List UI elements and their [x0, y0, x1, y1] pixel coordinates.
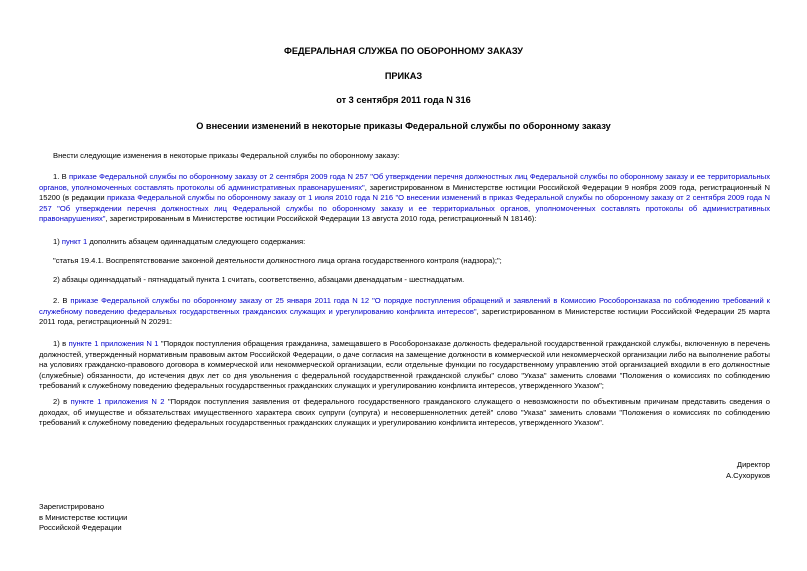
item-2-2-post: "Порядок поступления заявления от федерального государственного гражданского служащего о невозможности по объективным причинам представить сведения о доходах, об имуществе и обязательствах имущественного характера своих супруги (супруга) и несовершеннолетних детей" слово "Указа" заменить словами "Положения о комиссиях по соблюдению требований к служебному поведению федеральных государственных гражданских служащих и урегулированию конфликта интересов, утвержденного Указом".: [39, 397, 771, 427]
item-1-2-paragraph: 2) абзацы одиннадцатый - пятнадцатый пункта 1 считать, соответственно, абзацами двенадцатым - шестнадцатым.: [53, 275, 465, 284]
item-2-1-paragraph: [39, 339, 770, 392]
item-2-2-paragraph: [39, 397, 770, 429]
item-1-paragraph: [39, 172, 770, 225]
item-2-post: , зарегистрированном в Министерстве юстиции Российской Федерации 25 марта 2011 года, регистрационный N 20291:: [39, 306, 770, 326]
item-2-paragraph: [39, 296, 770, 328]
registration-line-2: в Министерстве юстиции: [39, 512, 128, 522]
item-1-1-link-point-1[interactable]: пункт 1: [61, 237, 88, 246]
item-1-1-post: дополнить абзацем одиннадцатым следующего содержания:: [87, 237, 306, 246]
registration-line-3: Российской Федерации: [39, 523, 122, 532]
item-1-link-order-257[interactable]: приказе Федеральной службы по оборонному заказу от 2 сентября 2009 года N 257 "Об утверждении перечня должностных лиц Федеральной службы по оборонному заказу и ее территориальных органов, уполномоченных составлять протоколы об административных правонарушениях": [39, 172, 770, 192]
item-1-1-paragraph: [39, 237, 770, 248]
item-1-link-order-216[interactable]: приказа Федеральной службы по оборонному заказу от 1 июля 2010 года N 216 "О внесении изменений в приказ Федеральной службы по оборонному заказу от 2 сентября 2009 года N 257 "Об утверждении перечня должностных лиц Федеральной службы по оборонному заказу и ее территориальных органов, уполномоченных составлять протоколы об административных правонарушениях": [39, 193, 770, 223]
item-2-2-pre: 2) в: [53, 397, 71, 406]
item-2-link-order-12[interactable]: приказе Федеральной службы по оборонному заказу от 25 января 2011 года N 12 "О порядке поступления обращений и заявлений в Комиссию Рособоронзаказа по соблюдению требований к служебному поведению федеральных государственных гражданских служащих и урегулированию конфликта интересов": [39, 296, 770, 316]
item-1-pre: 1. В: [53, 172, 70, 181]
item-2-1-post: "Порядок поступления обращения гражданина, замещавшего в Рособоронзаказе должность федеральной государственной гражданской службы, включенную в перечень должностей, утвержденный нормативным правовым актом Российской Федерации, о даче согласия на замещение должности в коммерческой или некоммерческой организации либо на выполнение работы на условиях гражданско-правового договора в коммерческой или некоммерческой организации, если отдельные функции по государственному управлению этой организацией входили в его должностные (служебные) обязанности, до истечения двух лет со дня увольнения с федеральной государственной гражданской службы" слово "Указа" заменить словами "Положения о комиссиях по соблюдению требований к служебному поведению федеральных государственных гражданских служащих и урегулированию конфликта интересов, утвержденного Указом";: [39, 339, 770, 390]
doc-type: ПРИКАЗ: [384, 71, 423, 81]
registration-line-1: Зарегистрировано: [39, 502, 105, 511]
signature-block: [726, 460, 770, 481]
item-2-1-link-appendix-1[interactable]: пункте 1 приложения N 1: [68, 339, 159, 348]
signature-position: Директор: [736, 460, 770, 469]
registration-block: [39, 502, 127, 534]
item-1-post: , зарегистрированным в Министерстве юстиции Российской Федерации 13 августа 2010 года, регистрационный N 18146):: [105, 214, 537, 223]
item-1-1-pre: 1): [53, 237, 62, 246]
item-2-pre: 2. В: [53, 296, 71, 305]
doc-title: О внесении изменений в некоторые приказы Федеральной службы по оборонному заказу: [196, 121, 611, 131]
intro-paragraph: Внести следующие изменения в некоторые приказы Федеральной службы по оборонному заказу:: [53, 151, 400, 160]
item-1-mid: , зарегистрированном в Министерстве юстиции Российской Федерации 9 ноября 2009 года, регистрационный N 15200 (в редакции: [39, 182, 770, 202]
item-2-2-link-appendix-2[interactable]: пункте 1 приложения N 2: [70, 397, 165, 406]
item-2-1-pre: 1) в: [53, 339, 69, 348]
agency-name: ФЕДЕРАЛЬНАЯ СЛУЖБА ПО ОБОРОННОМУ ЗАКАЗУ: [284, 46, 523, 56]
signature-name: А.Сухоруков: [726, 470, 770, 480]
doc-date-number: от 3 сентября 2011 года N 316: [336, 95, 471, 105]
item-1-quote: "статья 19.4.1. Воспрепятствование законной деятельности должностного лица органа государственного контроля (надзора);";: [53, 256, 502, 265]
